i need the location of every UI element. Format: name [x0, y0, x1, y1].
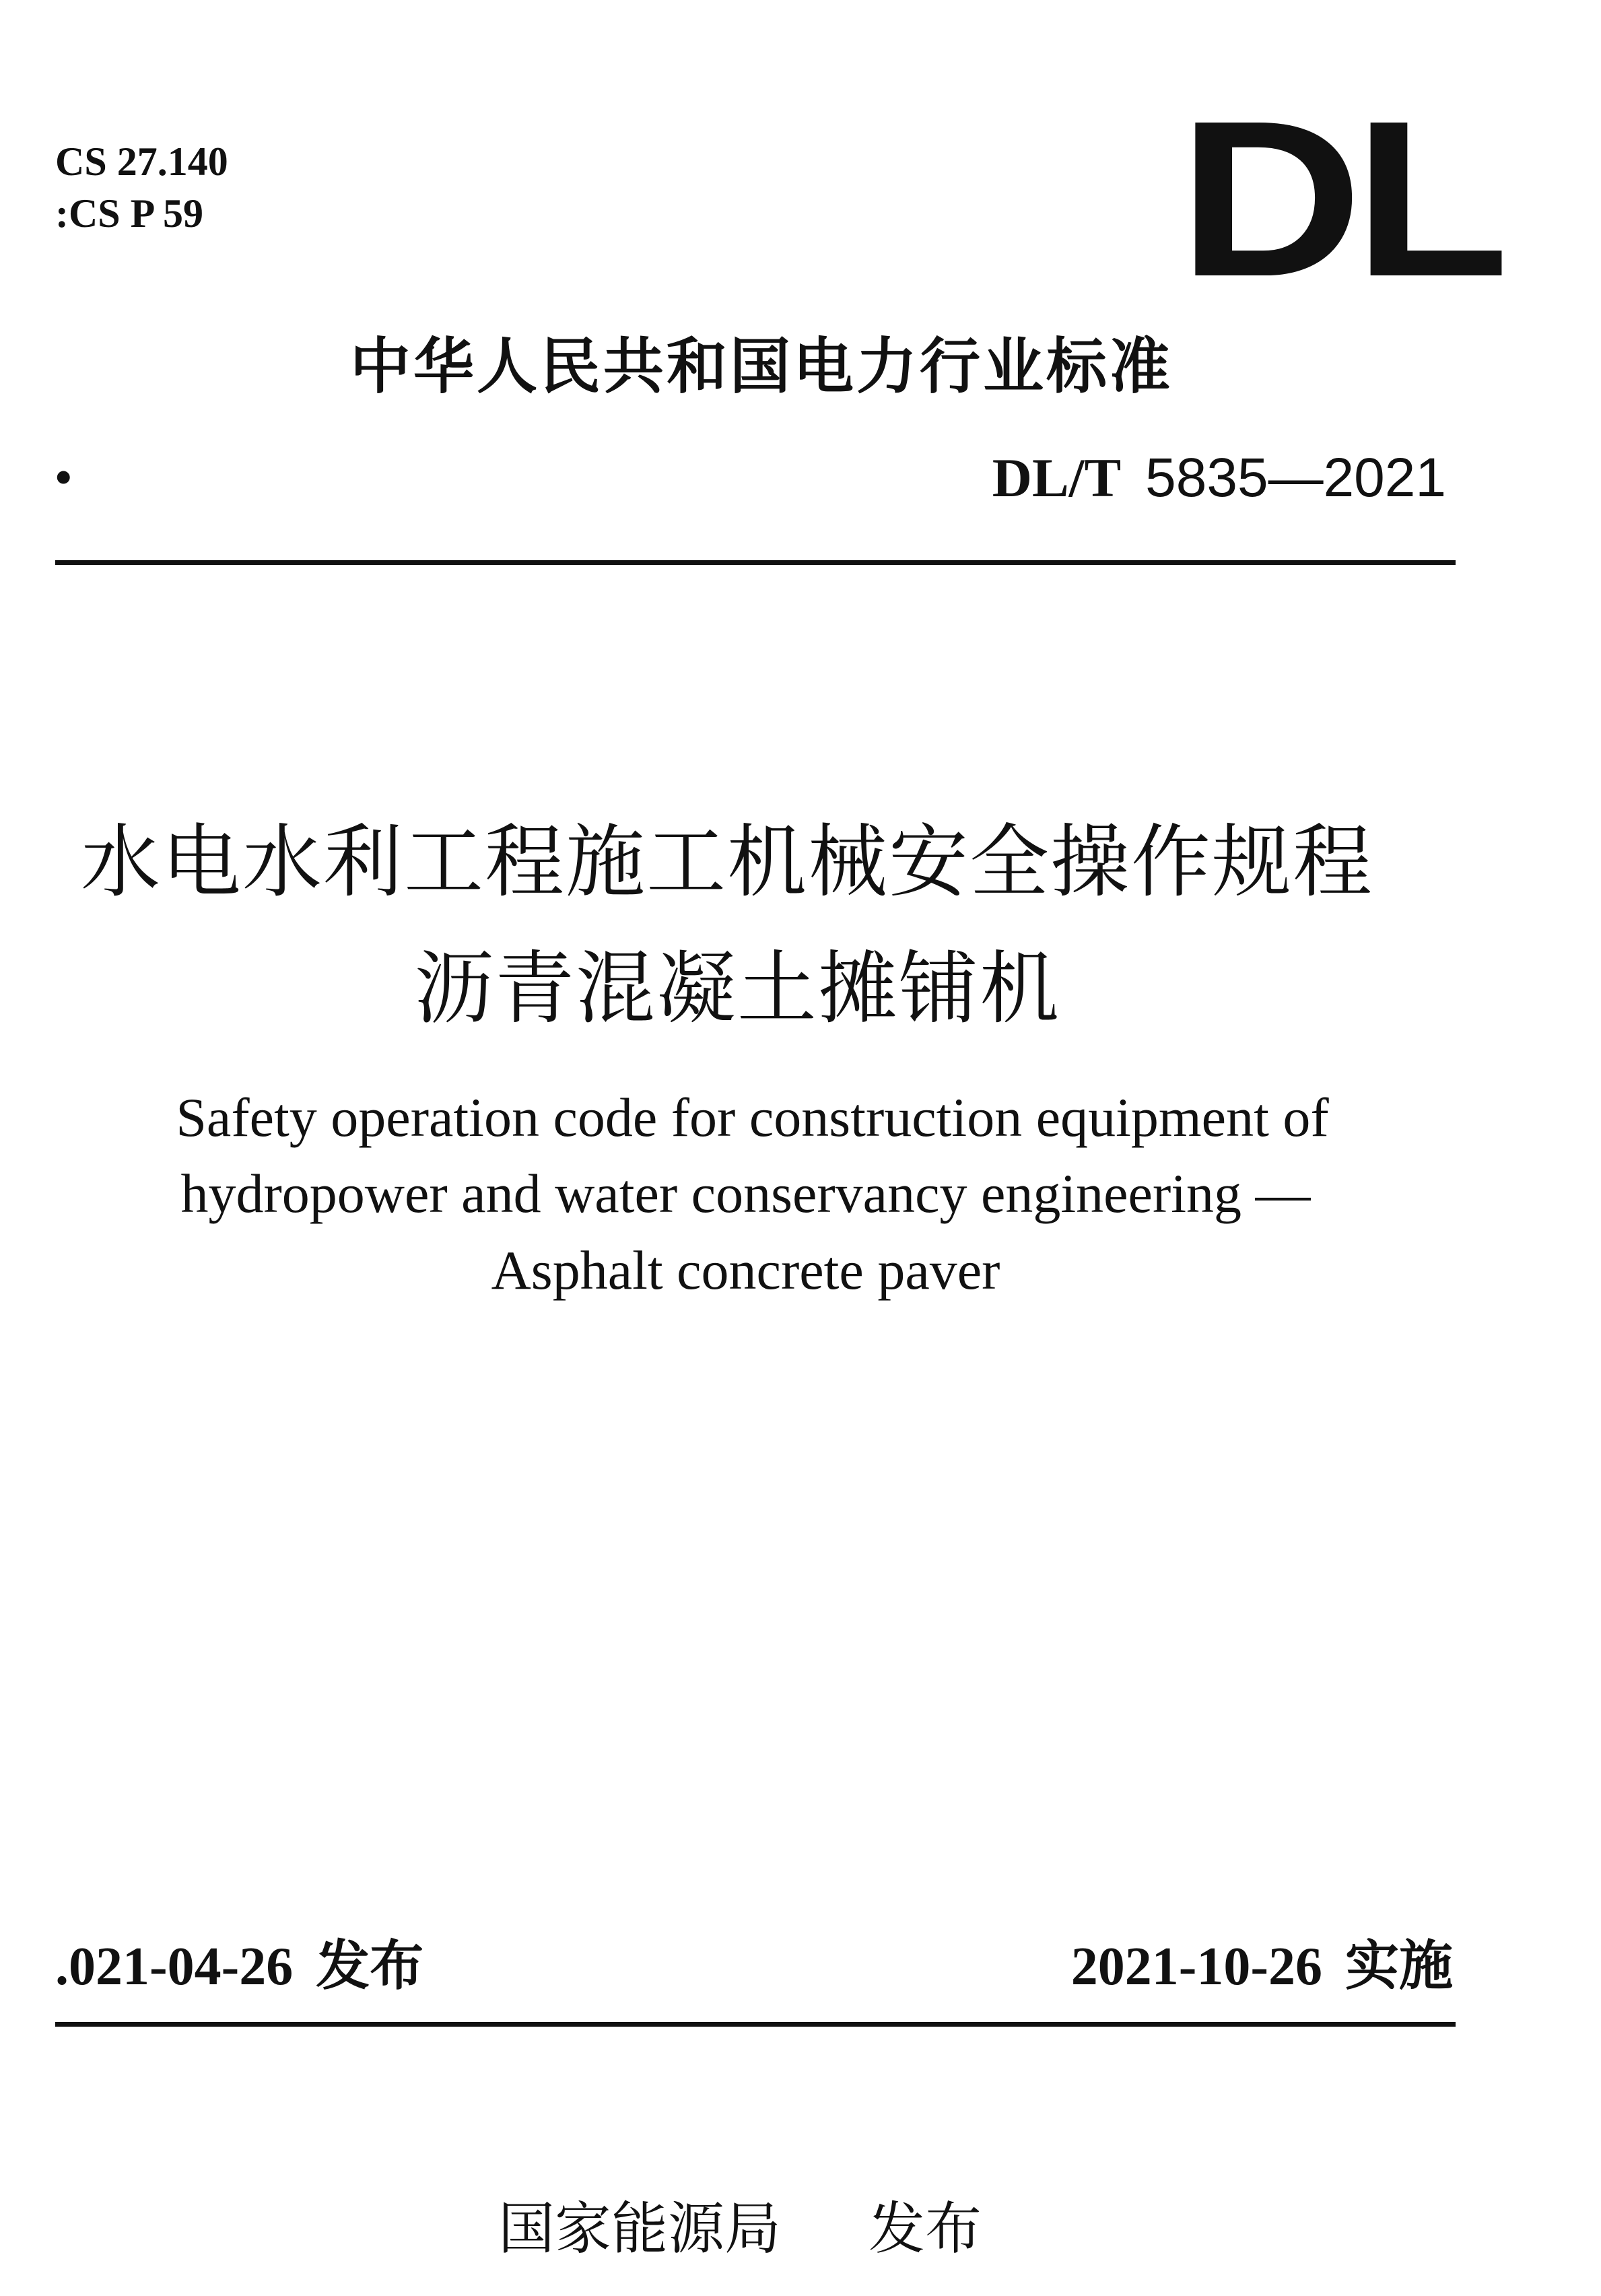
publisher-line — [498, 2192, 982, 2266]
standard-code: 5835—2021 — [1145, 447, 1446, 508]
issue-label: 发布 — [316, 1934, 424, 1997]
implementation-label: 实施 — [1345, 1934, 1453, 1997]
left-edge-mark: • — [55, 452, 72, 504]
issue-date: .021-04-26 — [55, 1937, 294, 1996]
ics-code: CS 27.140 — [55, 139, 228, 184]
title-cn-line-1: 水电水利工程施工机械安全操作规程 — [81, 815, 1374, 908]
implementation-date: 2021-10-26 — [1070, 1937, 1322, 1996]
title-en-line-1: Safety operation code for construction equipment of — [176, 1087, 1329, 1148]
title-en-line-2: hydropower and water conservancy engineering — — [180, 1163, 1311, 1224]
ccs-code: :CS P 59 — [55, 191, 204, 236]
dl-logo: DL — [1178, 74, 1501, 323]
implementation-date-line — [1071, 1932, 1453, 2000]
publisher-action: 发布 — [868, 2196, 982, 2262]
issue-date-line — [55, 1932, 423, 2000]
publisher-name: 国家能源局 — [498, 2196, 782, 2262]
bottom-divider — [55, 2022, 1456, 2027]
industry-standard-title: 中华人民共和国电力行业标准 — [350, 331, 1173, 402]
title-en-line-3: Asphalt concrete paver — [491, 1240, 1000, 1301]
title-cn-line-2: 沥青混凝土摊铺机 — [414, 942, 1061, 1035]
standard-prefix: DL/T — [992, 447, 1122, 508]
standard-number — [992, 444, 1446, 512]
top-divider — [55, 560, 1456, 565]
